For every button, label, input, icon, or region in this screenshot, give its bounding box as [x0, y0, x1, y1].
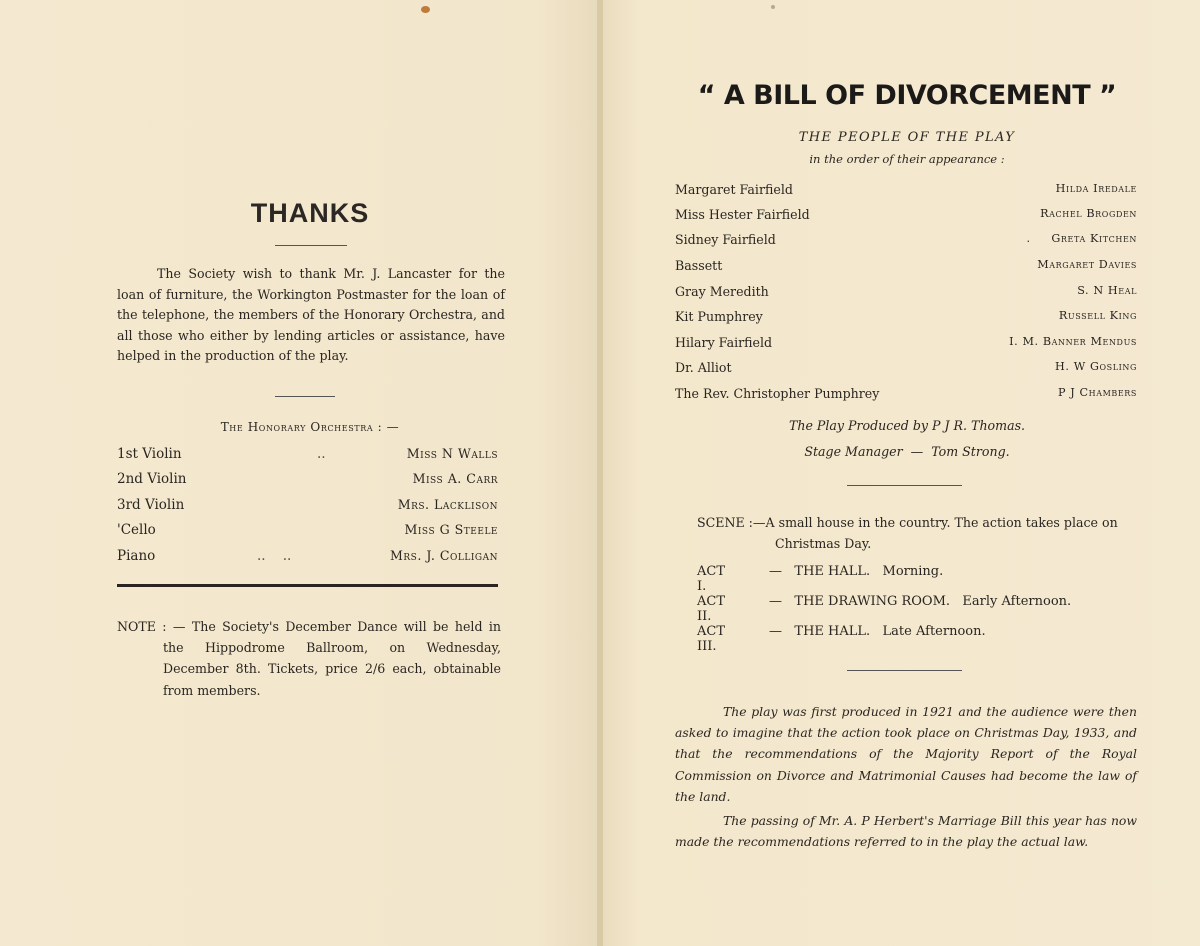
character-name: The Rev. Christopher Pumphrey	[675, 386, 880, 401]
leader-dots: .. ..	[257, 548, 292, 564]
act-setting: — THE HALL. Morning.	[769, 564, 944, 579]
player-name: Mrs. J. Colligan	[389, 548, 498, 563]
scene-description: SCENE :—A small house in the country. The action takes place on Christmas Day.	[697, 515, 1118, 551]
character-name: Kit Pumphrey	[675, 309, 763, 324]
stage-manager-credit: Stage Manager — Tom Strong.	[804, 444, 1010, 459]
player-name: Miss N Walls	[406, 446, 498, 461]
character-name: Margaret Fairfield	[675, 182, 793, 197]
cast-row	[675, 386, 1137, 408]
act-number: ACT I.	[697, 564, 726, 594]
character-name: Dr. Alliot	[675, 360, 732, 375]
people-heading: THE PEOPLE OF THE PLAY	[798, 130, 1016, 145]
character-name: Miss Hester Fairfield	[675, 207, 810, 222]
actor-name: S. N Heal	[1077, 284, 1137, 297]
instrument: Piano	[117, 548, 156, 564]
actor-name: P J Chambers	[1057, 386, 1137, 399]
thanks-title: THANKS	[250, 198, 370, 228]
actor-name: Margaret Davies	[1037, 258, 1137, 271]
act-setting: — THE DRAWING ROOM. Early Afternoon.	[769, 594, 1072, 609]
player-name: Miss A. Carr	[412, 471, 498, 486]
actor-name: I. M. Banner Mendus	[1009, 335, 1137, 348]
character-name: Hilary Fairfield	[675, 335, 773, 350]
orchestra-row	[117, 548, 498, 570]
paper-stain	[771, 5, 775, 9]
actor-name: Hilda Iredale	[1055, 182, 1137, 195]
cast-row	[675, 232, 1137, 254]
section-divider	[275, 396, 335, 397]
cast-row	[675, 258, 1137, 280]
orchestra-row	[117, 522, 498, 544]
thanks-body: The Society wish to thank Mr. J. Lancaster for the loan of furniture, the Workington Postmaster for the loan of the telephone, the members of the Honorary Orchestra, and all those who either by lending articles or assistance, have helped in the production of the play.	[117, 266, 505, 364]
orchestra-row	[117, 446, 498, 468]
title-divider	[275, 245, 347, 246]
act-number: ACT III.	[697, 624, 726, 654]
cast-row	[675, 360, 1137, 382]
player-name: Miss G Steele	[404, 522, 498, 537]
cast-row	[675, 309, 1137, 331]
order-note: in the order of their appearance :	[809, 152, 1005, 166]
thick-rule	[117, 584, 498, 587]
orchestra-row	[117, 471, 498, 493]
dance-note: NOTE : — The Society's December Dance will be held in the Hippodrome Ballroom, on Wednesday, December 8th. Tickets, price 2/6 each, obtainable from members.	[117, 619, 501, 698]
orchestra-heading: The Honorary Orchestra : —	[220, 420, 400, 434]
cast-row	[675, 284, 1137, 306]
actor-name: Russell King	[1058, 309, 1137, 322]
leader-dots: ..	[317, 446, 326, 462]
player-name: Mrs. Lacklison	[397, 497, 498, 512]
character-name: Sidney Fairfield	[675, 232, 776, 247]
act-number: ACT II.	[697, 594, 726, 624]
act-setting: — THE HALL. Late Afternoon.	[769, 624, 986, 639]
play-title: “ A BILL OF DIVORCEMENT ”	[697, 80, 1117, 111]
character-name: Gray Meredith	[675, 284, 769, 299]
credits-divider	[847, 485, 962, 486]
instrument: 'Cello	[117, 522, 156, 538]
instrument: 2nd Violin	[117, 471, 187, 487]
producer-credit: The Play Produced by P J R. Thomas.	[788, 418, 1026, 433]
acts-divider	[847, 670, 962, 671]
instrument: 3rd Violin	[117, 497, 185, 513]
actor-name: Rachel Brogden	[1040, 207, 1137, 220]
paper-stain	[421, 6, 430, 13]
actor-name: H. W Gosling	[1055, 360, 1137, 373]
actor-name: . Greta Kitchen	[1026, 232, 1137, 245]
cast-row	[675, 182, 1137, 204]
cast-row	[675, 207, 1137, 229]
herbert-paragraph: The passing of Mr. A. P Herbert's Marriage Bill this year has now made the recommendations referred to in the play the actual law.	[675, 813, 1137, 850]
cast-row	[675, 335, 1137, 357]
instrument: 1st Violin	[117, 446, 182, 462]
history-paragraph: The play was first produced in 1921 and the audience were then asked to imagine that the action took place on Christmas Day, 1933, and that the recommendations of the Majority Report of the Royal Commission on Divorce and Matrimonial Causes had become the law of the land.	[675, 704, 1137, 804]
character-name: Bassett	[675, 258, 723, 273]
orchestra-row	[117, 497, 498, 519]
